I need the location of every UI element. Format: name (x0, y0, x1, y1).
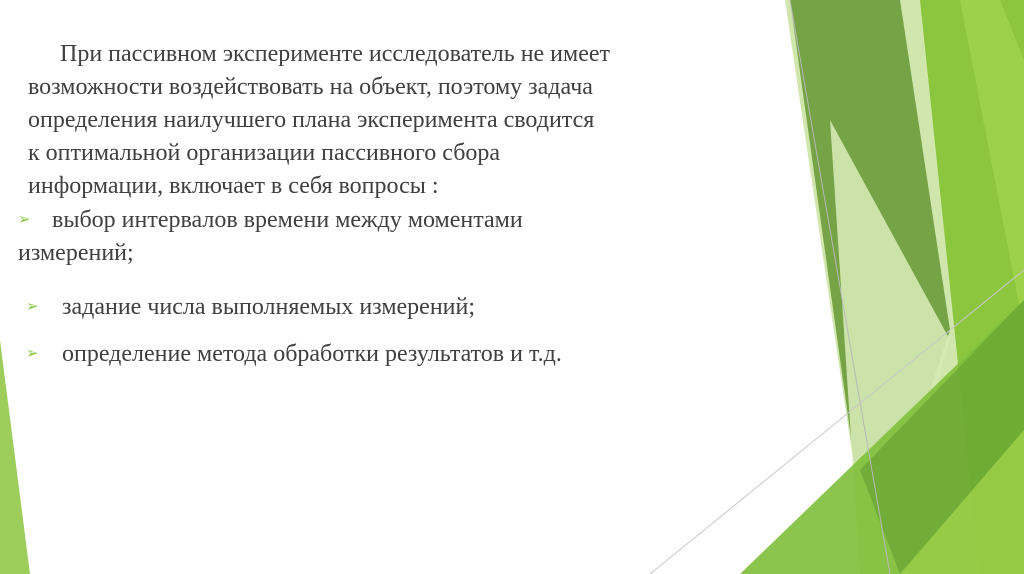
bullet-text: задание числа выполняемых измерений; (62, 294, 476, 320)
bullet-list (18, 203, 778, 371)
intro-line: При пассивном эксперименте исследователь не имеет (60, 41, 611, 67)
bullet-text: выбор интервалов времени между моментами (52, 207, 523, 233)
arrow-bullet-icon: ➢ (18, 210, 31, 228)
list-item (18, 203, 778, 270)
intro-line: к оптимальной организации пассивного сбора (28, 140, 501, 166)
intro-line: информации, включает в себя вопросы : (28, 173, 439, 199)
slide-body (18, 38, 778, 371)
bullet-text: определение метода обработки результатов и т.д. (62, 341, 562, 367)
arrow-bullet-icon: ➢ (26, 344, 39, 362)
list-item (18, 337, 778, 371)
list-item (18, 290, 778, 324)
intro-line: определения наилучшего плана эксперимента сводится (28, 107, 595, 133)
intro-paragraph (18, 38, 778, 203)
arrow-bullet-icon: ➢ (26, 297, 39, 315)
intro-line: возможности воздействовать на объект, поэтому задача (28, 74, 593, 100)
bullet-text-continued: измерений; (18, 240, 134, 266)
